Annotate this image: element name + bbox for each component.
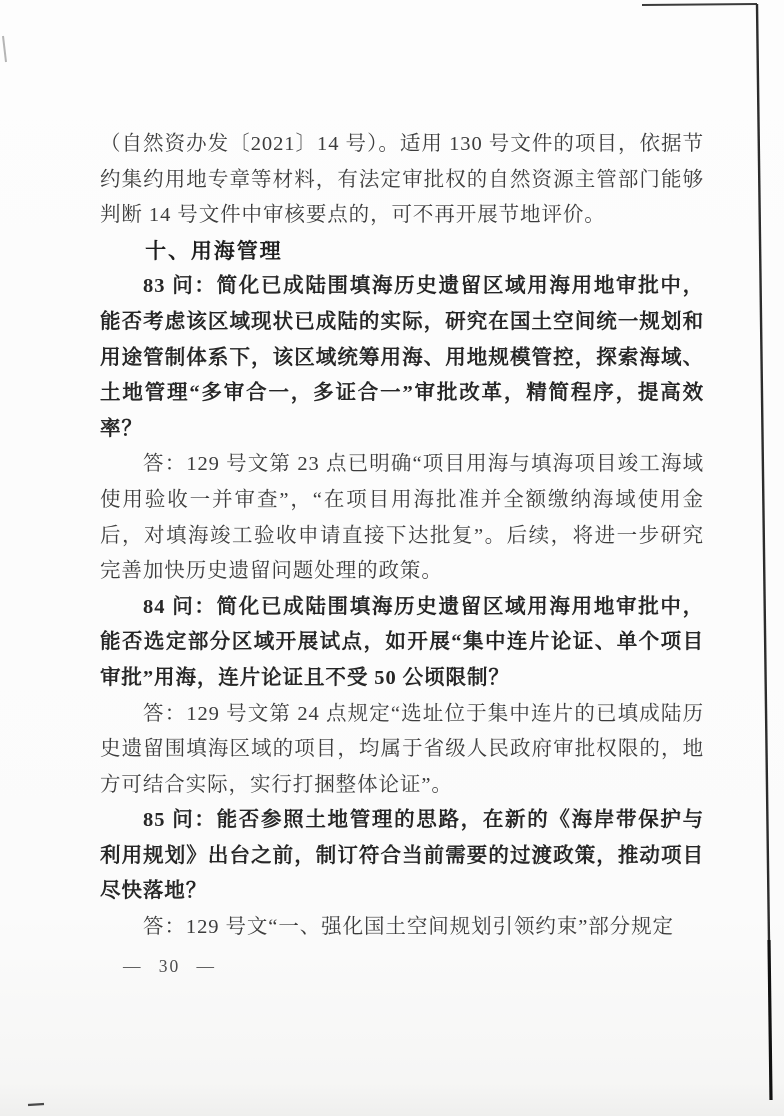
scan-right-edge-dark-tip (769, 940, 771, 1100)
paragraph-answer-continuation: （自然资办发〔2021〕14 号）。适用 130 号文件的项目，依据节约集约用地专章等材料，有法定审批权的自然资源主管部门能够判断 14 号文件中审核要点的，可不再开展节地评价。 (100, 133, 704, 227)
page-number: — 30 — (123, 956, 217, 976)
answer-85-paragraph: 答：129 号文“一、强化国土空间规划引领约束”部分规定 (143, 916, 674, 939)
scan-right-edge-line (757, 4, 771, 1100)
section-heading: 十、用海管理 (145, 239, 283, 263)
question-84-paragraph: 84 问：简化已成陆围填海历史遗留区域用海用地审批中，能否选定部分区域开展试点，如开展“集中连片论证、单个项目审批”用海，连片论证且不受 50 公顷限制？ (100, 595, 704, 689)
scan-top-left-mark (3, 36, 6, 62)
question-83-paragraph: 83 问：简化已成陆围填海历史遗留区域用海用地审批中，能否考虑该区域现状已成陆的实际，研究在国土空间统一规划和用途管制体系下，该区域统筹用海、用地规模管控，探索海域、土地管理“多审合一，多证合一”审批改革，精简程序，提高效率？ (100, 275, 704, 440)
scan-top-edge-line (642, 4, 757, 5)
answer-84-paragraph: 答：129 号文第 24 点规定“选址位于集中连片的已填成陆历史遗留围填海区域的项目，均属于省级人民政府审批权限的，地方可结合实际，实行打捆整体论证”。 (100, 702, 704, 796)
question-85-paragraph: 85 问：能否参照土地管理的思路，在新的《海岸带保护与利用规划》出台之前，制订符合当前需要的过渡政策，推动项目尽快落地？ (100, 809, 704, 903)
scan-bottom-left-dash (28, 1104, 44, 1105)
answer-83-paragraph: 答：129 号文第 23 点已明确“项目用海与填海项目竣工海域使用验收一并审查”，“在项目用海批准并全额缴纳海域使用金后，对填海竣工验收申请直接下达批复”。后续，将进一步研究完善加快历史遗留问题处理的政策。 (100, 453, 704, 583)
page-text-block (100, 127, 704, 946)
